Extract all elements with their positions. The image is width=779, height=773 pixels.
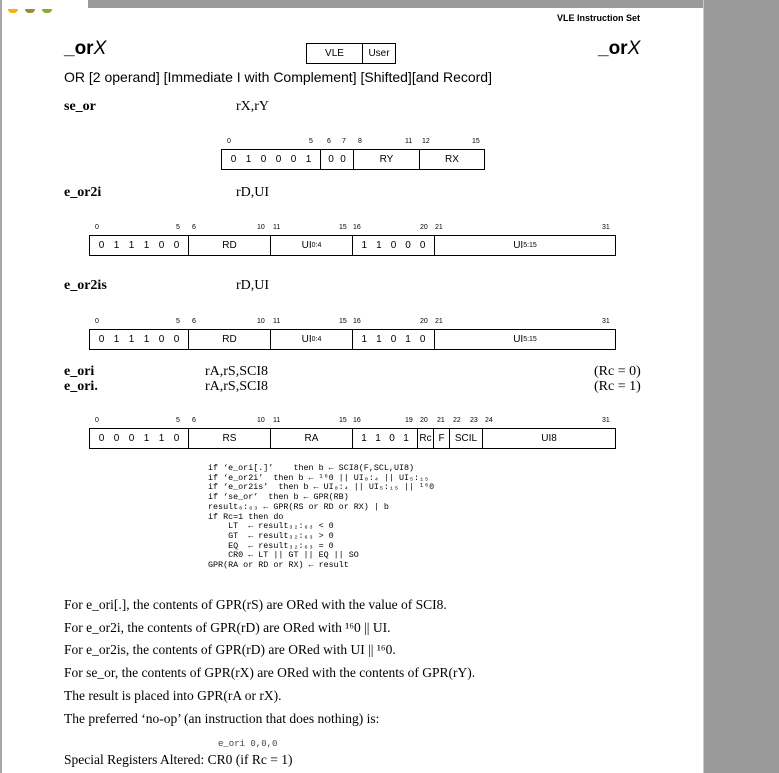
xo-bits: 1 1 0 1 xyxy=(353,429,418,448)
field-ui-5-15: UI 5:15 xyxy=(513,240,537,251)
code-line: if ‘e_ori[.]’ then b ← SCI8(F,SCL,UI8) xyxy=(208,463,415,473)
field-rc: Rc xyxy=(418,429,434,448)
noop-example: e_ori 0,0,0 xyxy=(218,739,278,749)
code-line: if Rc=1 then do xyxy=(208,511,284,522)
special-registers-altered: Special Registers Altered: CR0 (if Rc = 1) xyxy=(64,752,293,767)
field-rd: RD xyxy=(189,236,271,255)
encoding-row xyxy=(221,149,485,170)
badge-category: VLE xyxy=(307,44,363,63)
operands-se-or: rX,rY xyxy=(236,99,270,114)
opcode-bits: 0 1 1 1 0 0 xyxy=(90,330,189,349)
xo-bits: 1 1 0 0 0 xyxy=(353,236,435,255)
encoding-e-or2i xyxy=(89,224,616,256)
code-line: if ‘se_or’ then b ← GPR(RB) xyxy=(208,492,349,503)
operands-e-ori-rc: rA,rS,SCI8 xyxy=(205,379,269,394)
field-ui-0-4: UI 0:4 xyxy=(271,236,353,255)
code-line: GPR(RA or RD or RX) ← result xyxy=(208,560,349,571)
field-ra: RA xyxy=(271,429,353,448)
field-f: F xyxy=(434,429,450,448)
xo-bits: 0 0 xyxy=(321,150,354,169)
mnemonic-e-ori-rc: e_ori. xyxy=(64,379,98,394)
bit-numbers: 0 5 6 10 11 15 16 19 20 21 22 23 24 31 xyxy=(95,417,610,424)
operands-e-or2i: rD,UI xyxy=(236,185,270,200)
opcode-bits: 0 0 0 1 1 0 xyxy=(90,429,189,448)
mnemonic-e-or2i: e_or2i xyxy=(64,185,102,200)
field-scl: SCI L xyxy=(450,429,483,448)
field-rd: RD xyxy=(189,330,271,349)
rc-1-label: (Rc = 1) xyxy=(594,379,641,394)
logo-mark-3 xyxy=(42,9,52,13)
encoding-e-ori xyxy=(89,417,616,449)
viewer-background-pane xyxy=(703,0,779,773)
encoding-row xyxy=(89,329,616,350)
code-line: result₀:₆₃ ← GPR(RS or RD or RX) | b xyxy=(208,501,389,512)
rc-0-label: (Rc = 0) xyxy=(594,364,641,379)
description-paragraph: The result is placed into GPR(rA or rX). xyxy=(64,688,282,703)
field-ry: RY xyxy=(354,150,420,169)
code-line: if ‘e_or2i’ then b ← ¹⁶0 || UI₀:₄ || UI₅:₁₅ xyxy=(208,472,430,483)
code-line: LT ← result₃₂:₆₃ < 0 xyxy=(208,521,334,532)
pseudocode-block xyxy=(208,464,434,571)
badge-mode: User xyxy=(368,48,390,59)
code-line: if ‘e_or2is’ then b ← UI₀:₄ || UI₅:₁₅ || ¹⁶0 xyxy=(208,482,435,493)
description-paragraph: For se_or, the contents of GPR(rX) are ORed with the contents of GPR(rY). xyxy=(64,665,476,680)
page-subtitle: OR [2 operand] [Immediate I with Complement] [Shifted][and Record] xyxy=(64,69,492,85)
description-paragraph: For e_ori[.], the contents of GPR(rS) are ORed with the value of SCI8. xyxy=(64,597,447,612)
page-title-right: _orX xyxy=(598,38,641,59)
encoding-row xyxy=(89,235,616,256)
xo-bits: 1 1 0 1 0 xyxy=(353,330,435,349)
code-line: GT ← result₃₂:₆₃ > 0 xyxy=(208,530,334,541)
operands-e-or2is: rD,UI xyxy=(236,278,270,293)
mnemonic-e-or2is: e_or2is xyxy=(64,278,107,293)
code-line: EQ ← result₃₂:₆₃ = 0 xyxy=(208,540,334,551)
left-edge xyxy=(0,0,2,773)
opcode-bits: 0 1 0 0 0 1 xyxy=(222,150,321,169)
field-ui-5-15: UI 5:15 xyxy=(513,334,537,345)
mnemonic-e-ori: e_ori xyxy=(64,364,95,379)
logo-mark-2 xyxy=(25,9,35,13)
encoding-row xyxy=(89,428,616,449)
logo-mark-1 xyxy=(8,9,18,13)
page-title-left: _orX xyxy=(64,38,107,59)
opcode-bits: 0 1 1 1 0 0 xyxy=(90,236,189,255)
section-header: VLE Instruction Set xyxy=(557,13,641,23)
field-ui-0-4: UI 0:4 xyxy=(271,330,353,349)
code-line: CR0 ← LT || GT || EQ || SO xyxy=(208,550,359,561)
bit-numbers: 0 5 6 10 11 15 16 20 21 31 xyxy=(95,318,610,325)
bit-numbers: 0 5 6 10 11 15 16 20 21 31 xyxy=(95,224,610,231)
description-paragraph: For e_or2is, the contents of GPR(rD) are ORed with UI || ¹⁶0. xyxy=(64,642,396,657)
field-rs: RS xyxy=(189,429,271,448)
bit-numbers: 0 5 6 7 8 11 12 15 xyxy=(227,138,480,145)
field-rx: RX xyxy=(445,154,459,165)
category-badge xyxy=(306,43,396,64)
description-paragraph: For e_or2i, the contents of GPR(rD) are ORed with ¹⁶0 || UI. xyxy=(64,620,391,635)
logo xyxy=(8,0,62,4)
encoding-e-or2is xyxy=(89,318,616,350)
encoding-se-or xyxy=(221,138,485,170)
mnemonic-se-or: se_or xyxy=(64,99,96,114)
operands-e-ori: rA,rS,SCI8 xyxy=(205,364,269,379)
description-paragraph: The preferred ‘no-op’ (an instruction that does nothing) is: xyxy=(64,711,380,726)
field-ui8: UI8 xyxy=(541,433,557,444)
page-top-bar xyxy=(88,0,703,8)
